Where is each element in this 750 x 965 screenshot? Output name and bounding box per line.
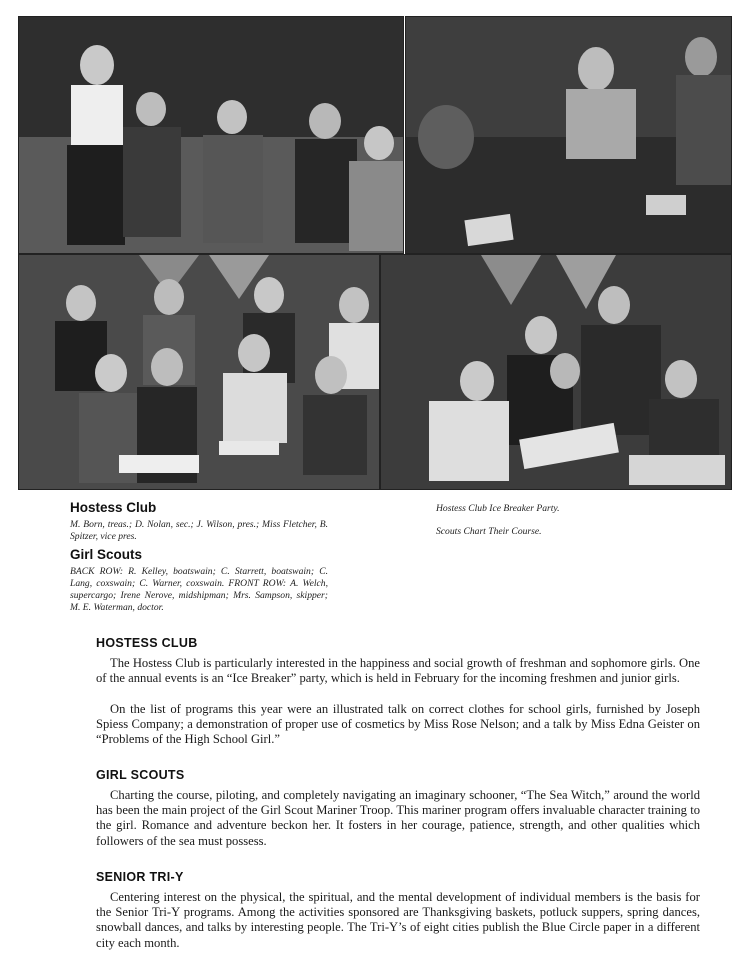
girl-scouts-caption-title: Girl Scouts bbox=[70, 547, 143, 562]
girl-scouts-heading: GIRL SCOUTS bbox=[96, 768, 185, 782]
hostess-club-caption-title: Hostess Club bbox=[70, 500, 157, 515]
girl-scouts-paragraph: Charting the course, piloting, and completely navigating an imaginary schooner, “The Sea Witch,” around the world has been the main project of the Girl Scout Mariner Troop. This mariner program offers invaluable character training to the girl. Romance and adventure beckon her. It fosters in her courage, patience, strength, and other qualities which followers of the sea must possess. bbox=[96, 788, 700, 848]
hostess-club-caption-names: M. Born, treas.; D. Nolan, sec.; J. Wilson, pres.; Miss Fletcher, B. Spitzer, vice pres. bbox=[70, 519, 328, 542]
girl-scouts-photo bbox=[18, 254, 380, 490]
senior-tri-y-paragraph: Centering interest on the physical, the spiritual, and the mental development of individual members is the basis for the Senior Tri-Y programs. Among the activities sponsored are Thanksgiving baskets, potluck suppers, spring dances, snowball dances, and talks by interesting people. The Tri-Y’s of eight cities publish the Blue Circle paper in a different city each month. bbox=[96, 890, 700, 950]
ice-breaker-photo bbox=[405, 16, 732, 254]
senior-tri-y-heading: SENIOR TRI-Y bbox=[96, 870, 184, 884]
chart-course-caption: Scouts Chart Their Course. bbox=[436, 526, 542, 537]
hostess-club-paragraph-2: On the list of programs this year were an illustrated talk on correct clothes for school girls, furnished by Joseph Spiess Company; a demonstration of proper use of cosmetics by Miss Rose Nelson; and a talk by Miss Edna Geister on “Problems of the High School Girl.” bbox=[96, 702, 700, 747]
girl-scouts-caption-names: BACK ROW: R. Kelley, boatswain; C. Starrett, boatswain; C. Lang, coxswain; C. Warner, coxswain. FRONT ROW: A. Welch, supercargo; Irene Nerove, midshipman; Mrs. Sampson, skipper; M. E. Waterman, doctor. bbox=[70, 566, 328, 613]
hostess-club-paragraph-1: The Hostess Club is particularly interested in the happiness and social growth of freshman and sophomore girls. One of the annual events is an “Ice Breaker” party, which is held in February for the incoming freshmen and junior girls. bbox=[96, 656, 700, 686]
ice-breaker-caption: Hostess Club Ice Breaker Party. bbox=[436, 503, 560, 514]
chart-course-photo bbox=[380, 254, 732, 490]
hostess-club-photo bbox=[18, 16, 404, 254]
hostess-club-heading: HOSTESS CLUB bbox=[96, 636, 198, 650]
